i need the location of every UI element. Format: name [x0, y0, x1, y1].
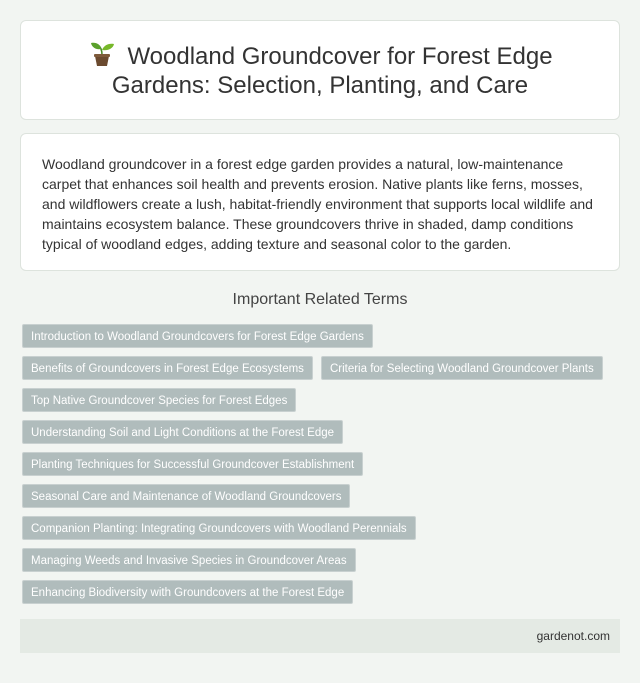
term-tag[interactable]: Benefits of Groundcovers in Forest Edge Ecosystems — [22, 356, 313, 380]
term-tag[interactable]: Understanding Soil and Light Conditions at the Forest Edge — [22, 420, 343, 444]
term-row — [22, 388, 622, 412]
intro-card — [20, 133, 620, 271]
term-tag[interactable]: Enhancing Biodiversity with Groundcovers at the Forest Edge — [22, 580, 353, 604]
page-title — [80, 41, 560, 100]
term-row — [22, 452, 622, 476]
term-row — [22, 324, 622, 348]
term-row — [22, 516, 622, 540]
term-row — [22, 580, 622, 604]
site-name-link[interactable]: gardenot.com — [536, 629, 610, 643]
term-row — [22, 484, 622, 508]
term-tag[interactable]: Seasonal Care and Maintenance of Woodland Groundcovers — [22, 484, 350, 508]
term-row — [22, 356, 622, 380]
related-terms-list — [22, 324, 622, 612]
term-tag[interactable]: Companion Planting: Integrating Groundcovers with Woodland Perennials — [22, 516, 416, 540]
seedling-icon — [87, 41, 117, 67]
term-tag[interactable]: Criteria for Selecting Woodland Groundcover Plants — [321, 356, 603, 380]
related-terms-heading: Important Related Terms — [232, 291, 408, 308]
term-row — [22, 420, 622, 444]
page-footer — [20, 619, 620, 653]
term-tag[interactable]: Planting Techniques for Successful Groundcover Establishment — [22, 452, 363, 476]
term-row — [22, 548, 622, 572]
term-tag[interactable]: Managing Weeds and Invasive Species in Groundcover Areas — [22, 548, 356, 572]
term-tag[interactable]: Introduction to Woodland Groundcovers for Forest Edge Gardens — [22, 324, 373, 348]
page-header — [20, 20, 620, 120]
intro-text: Woodland groundcover in a forest edge garden provides a natural, low-maintenance carpet that enhances soil health and prevents erosion. Native plants like ferns, mosses, and wildflowers create a lush, habitat-friendly environment that supports local wildlife and maintains ecosystem balance. These groundcovers thrive in shaded, damp conditions typical of woodland edges, adding texture and seasonal color to the garden. — [42, 156, 593, 252]
term-tag[interactable]: Top Native Groundcover Species for Forest Edges — [22, 388, 296, 412]
page-title-text: Woodland Groundcover for Forest Edge Gardens: Selection, Planting, and Care — [111, 42, 553, 99]
